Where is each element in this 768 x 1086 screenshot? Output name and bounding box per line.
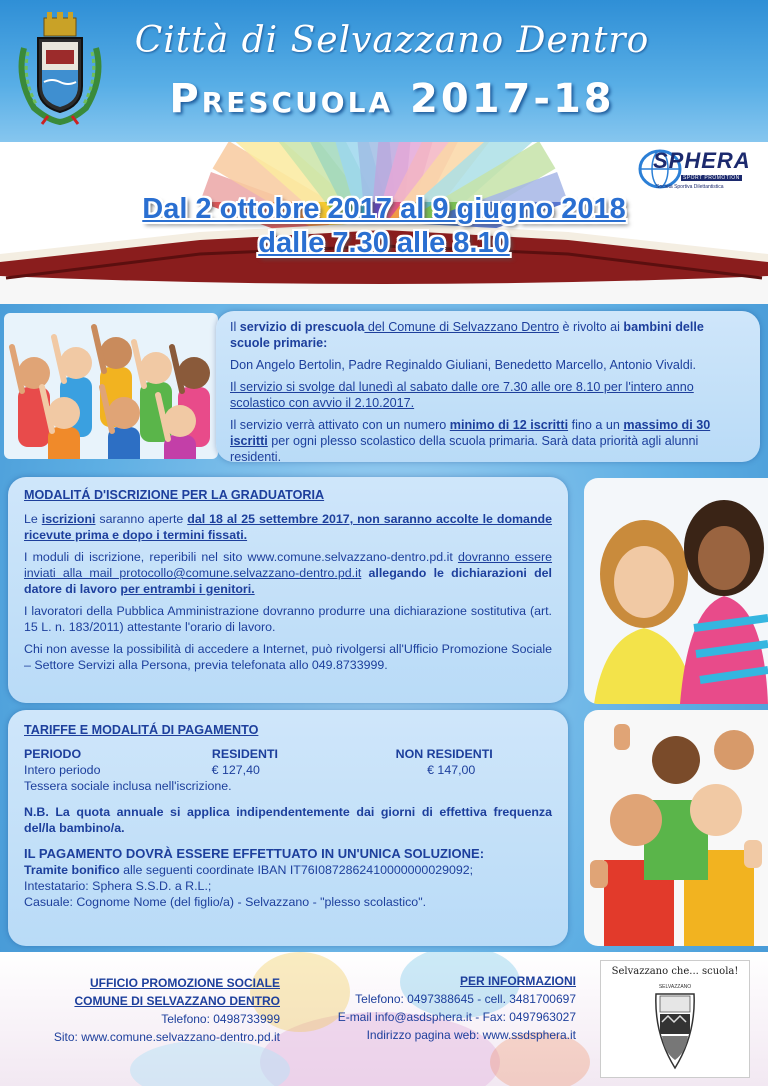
enrollment-iscrizioni: iscrizioni [41,512,96,526]
intro-p4 [230,417,746,465]
enrollment-mail: dovranno essere inviati alla mail protocollo@comune.selvazzano-dentro.pd.it [24,550,553,580]
intro-box [216,311,760,462]
enrollment-box [8,477,568,703]
dates-banner [0,192,768,260]
intro-target: bambini delle scuole primarie: [230,320,704,350]
footer-info-mail[interactable]: E-mail info@asdsphera.it - Fax: 0497963027 [337,1010,576,1024]
city-crest-icon [14,8,106,126]
footer-office-site[interactable]: Sito: www.comune.selvazzano-dentro.pd.it [53,1030,280,1044]
page-title: Prescuola 2017-18 [169,76,615,122]
tariff-tessera: Tessera sociale inclusa nell'iscrizione. [24,779,232,793]
tariff-bonifico [24,862,552,878]
tariff-col-period: PERIODO [24,747,82,761]
tariff-resident: € 127,40 [211,763,260,777]
intro-text: Il servizio verrà attivato con un numero [230,418,450,432]
enrollment-p3: I lavoratori della Pubblica Amministrazione dovranno produrre una dichiarazione sostitutiva (art. 15 L. n. 183/2011) attestante l'orario di lavoro. [24,604,552,634]
tariff-col-nonresident: NON RESIDENTI [395,747,493,761]
enrollment-text: Le [24,512,42,526]
children-photo-3 [584,710,768,946]
tariff-nb: N.B. La quota annuale si applica indipendentemente dai giorni di effettiva frequenza del/la bambino/a. [24,805,552,835]
tariff-row [24,762,552,778]
tariff-iban: alle seguenti coordinate IBAN IT76I0872862410000000029092; [119,863,474,877]
sphera-tag: SPORT PROMOTION [683,175,740,181]
enrollment-p2 [24,549,552,597]
footer-office [20,974,280,1046]
footer-info [300,972,576,1044]
tariff-nonresident: € 147,00 [427,763,476,777]
tariff-intestatario: Intestatario: Sphera S.S.D. a R.L.; [24,879,212,893]
footer-badge-text: SELVAZZANO [658,984,692,990]
intro-p1 [230,319,746,351]
sphera-name: SPHERA [653,148,751,173]
footer-info-title: PER INFORMAZIONI [460,974,576,988]
intro-text: per ogni plesso scolastico della scuola primaria. Sarà data priorità agli alunni residenti. [230,434,699,464]
tariff-header-row [24,746,552,762]
intro-schools: Don Angelo Bertolin, Padre Reginaldo Giuliani, Benedetto Marcello, Antonio Vivaldi. [230,358,697,372]
footer-office-comune: COMUNE DI SELVAZZANO DENTRO [74,994,280,1008]
children-photo-2 [584,478,768,704]
enrollment-site: I moduli di iscrizione, reperibili nel sito www.comune.selvazzano-dentro.pd.it [24,550,453,564]
tariff-col-resident: RESIDENTI [211,747,278,761]
intro-text: Il [230,320,240,334]
intro-comune: del Comune di Selvazzano Dentro [364,320,560,334]
tariff-bonifico-label: Tramite bonifico [24,863,120,877]
tariff-box [8,710,568,946]
enrollment-dates: dal 18 al 25 settembre 2017, non saranno accolte le domande ricevute prima e dopo i termini fissati. [24,512,552,542]
tariff-title: TARIFFE E MODALITÁ DI PAGAMENTO [24,723,259,737]
school-crest-icon [652,984,698,1072]
footer-office-phone: Telefono: 0498733999 [161,1012,280,1026]
dates-line-2: dalle 7.30 alle 8.10 [258,227,510,259]
enrollment-p4: Chi non avesse la possibilità di accedere a Internet, può rivolgersi all'Ufficio Promozione Sociale – Settore Servizi alla Persona, previa telefonata allo 049.8733999. [24,642,552,672]
intro-max: massimo di 30 iscritti [230,418,711,448]
enrollment-attach: allegando le dichiarazioni del datore di lavoro [24,566,552,596]
enrollment-title: MODALITÁ D'ISCRIZIONE PER LA GRADUATORIA [24,488,325,502]
dates-line-1: Dal 2 ottobre 2017 al 9 giugno 2018 [142,193,626,225]
children-photo-1 [4,313,218,459]
city-title: Città di Selvazzano Dentro [134,20,650,61]
footer-info-phone: Telefono: 0497388645 - cell. 3481700697 [355,992,576,1006]
intro-schedule: Il servizio si svolge dal lunedì al sabato dalle ore 7.30 alle ore 8.10 per l'intero anno scolastico con avvio il 2.10.2017. [230,380,694,410]
sphera-subtitle: Società Sportiva Dilettantistica [656,184,724,190]
enrollment-text: saranno aperte [95,512,188,526]
intro-service: servizio di prescuola [239,320,365,334]
intro-text: è rivolto ai [559,320,624,334]
footer-office-title: UFFICIO PROMOZIONE SOCIALE [89,976,280,990]
footer-info-web[interactable]: Indirizzo pagina web: www.ssdsphera.it [366,1028,576,1042]
intro-text: fino a un [568,418,624,432]
footer-badge-title: Selvazzano che... scuola! [611,966,739,977]
enrollment-p1 [24,511,552,543]
tariff-causale: Casuale: Cognome Nome (del figlio/a) - Selvazzano - "plesso scolastico". [24,895,427,909]
enrollment-parents: per entrambi i genitori. [120,582,255,596]
tariff-period: Intero periodo [24,763,101,777]
tariff-payment-title: IL PAGAMENTO DOVRÀ ESSERE EFFETTUATO IN UN'UNICA SOLUZIONE: [24,846,485,861]
intro-min: minimo di 12 iscritti [449,418,569,432]
